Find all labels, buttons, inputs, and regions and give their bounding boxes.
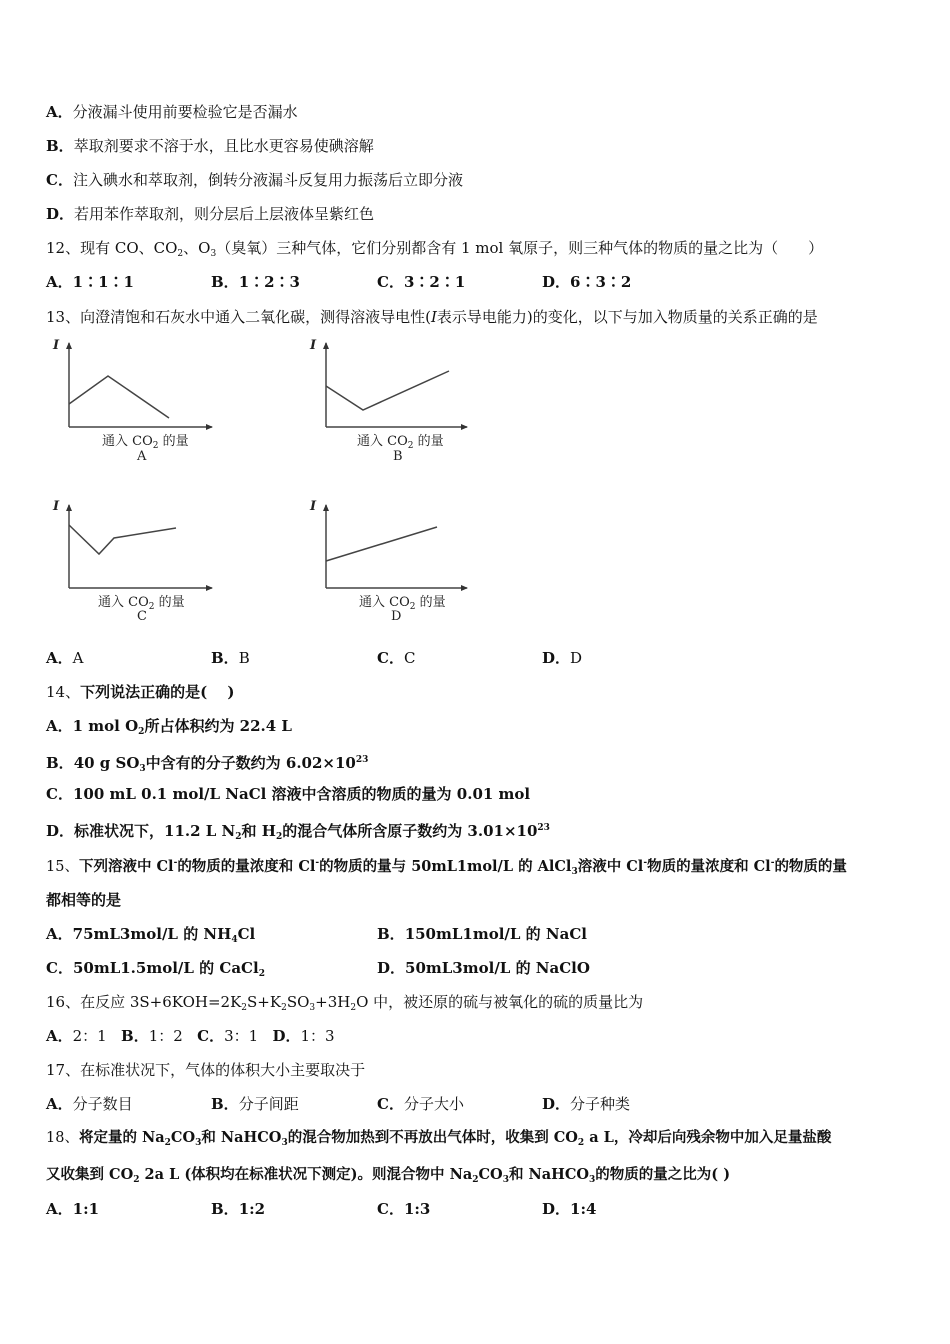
option-text: 分子种类 [570, 1095, 631, 1113]
q13-option-a [46, 648, 83, 668]
subscript: 3 [309, 1003, 316, 1013]
graph-c-ylabel: I [53, 499, 60, 514]
q15-option-a [46, 924, 255, 950]
subscript: 2 [409, 602, 416, 612]
curve-c [69, 525, 176, 554]
option-key: A． [46, 103, 73, 121]
option-text: 50mL1.5mol/L 的 CaCl [72, 959, 259, 977]
q18-option-c [377, 1199, 430, 1219]
q16-options [46, 1026, 335, 1046]
subscript: 3 [571, 867, 578, 877]
stem-text: 物质的量浓度和 Cl [647, 858, 771, 875]
stem-text: 和 NaHCO [508, 1166, 590, 1183]
q13-option-d [542, 648, 582, 668]
option-key: B． [211, 1200, 239, 1218]
option-key: A． [46, 925, 73, 943]
subscript: 2 [152, 441, 159, 451]
option-key: C． [377, 649, 404, 667]
q17-option-a [46, 1094, 133, 1114]
option-text: 40 g SO [73, 754, 140, 772]
subscript: 2 [138, 727, 145, 737]
subscript: 2 [177, 249, 184, 259]
subscript: 3 [502, 1175, 509, 1185]
option-text: 1 mol O [72, 717, 139, 735]
option-text: 150mL1mol/L 的 NaCl [404, 925, 587, 943]
option-text: 1:1 [72, 1200, 100, 1218]
q13-option-c [377, 648, 415, 668]
option-text: 75mL3mol/L 的 NH [72, 925, 232, 943]
option-key: A． [46, 717, 73, 735]
stem-text: SO [286, 993, 310, 1011]
option-key: C． [46, 959, 73, 977]
curve-d [326, 527, 437, 561]
subscript: 2 [577, 1138, 585, 1148]
stem-text: O 中，被还原的硫与被氧化的硫的质量比为 [356, 993, 644, 1011]
superscript: 23 [355, 755, 369, 765]
q17-option-b [211, 1094, 299, 1114]
option-key: C． [197, 1027, 225, 1045]
xlabel-text: 的量 [415, 595, 446, 610]
graph-d-xlabel [359, 591, 446, 612]
q14-option-d [46, 818, 550, 847]
question-number: 16、 [46, 993, 81, 1011]
graph-c-letter: C [137, 609, 147, 624]
xlabel-text: 的量 [413, 434, 444, 449]
curve-a [69, 376, 169, 418]
option-key: D． [377, 959, 406, 977]
q17-option-c [377, 1094, 464, 1114]
superscript: - [315, 858, 320, 868]
q15-stem-line2: 都相等的是 [46, 891, 122, 909]
option-key: B． [211, 273, 239, 291]
stem-text: 的混合物加热到不再放出气体时，收集到 CO [287, 1129, 578, 1146]
option-text: 分子大小 [403, 1095, 464, 1113]
stem-text: a L，冷却后向残余物中加入足量盐酸 [584, 1129, 832, 1146]
stem-text: 的物质的量 [774, 858, 847, 875]
stem-text: +3H [315, 993, 351, 1011]
stem-text: 下列说法正确的是( ) [80, 683, 235, 701]
stem-text: 在反应 3S+6KOH=2K [80, 993, 242, 1011]
option-text: B [238, 649, 250, 667]
graph-b-letter: B [393, 449, 403, 464]
superscript: - [770, 858, 775, 868]
option-key: D． [542, 1200, 571, 1218]
option-key: B． [46, 754, 74, 772]
option-key: A． [46, 649, 73, 667]
option-text: C [403, 649, 416, 667]
option-text: 所占体积约为 22.4 L [144, 717, 292, 735]
q17-option-d [542, 1094, 630, 1114]
option-key: D． [542, 273, 571, 291]
option-key: C． [377, 273, 404, 291]
stem-text: 在标准状况下，气体的体积大小主要取决于 [80, 1061, 366, 1079]
option-key: C． [46, 171, 73, 189]
q14-option-c [46, 784, 530, 804]
xlabel-text: 通入 CO [359, 595, 410, 610]
option-key: A． [46, 1027, 73, 1045]
option-text: 分子数目 [72, 1095, 133, 1113]
superscript: - [173, 858, 178, 868]
option-text: 3：1 [224, 1027, 259, 1045]
option-text: 6∶3∶2 [570, 273, 632, 291]
stem-text: 和 NaHCO [201, 1129, 282, 1146]
option-text: 中含有的分子数约为 6.02×10 [145, 754, 356, 772]
option-key: C． [377, 1095, 404, 1113]
subscript: 3 [210, 249, 217, 259]
superscript: 23 [537, 823, 550, 833]
stem-text: 又收集到 CO [46, 1166, 134, 1183]
subscript: 2 [241, 1003, 248, 1013]
option-key: C． [46, 785, 73, 803]
q18-option-d [542, 1199, 596, 1219]
graph-b-ylabel: I [310, 338, 317, 353]
option-text: 2：1 [72, 1027, 107, 1045]
option-key: D． [46, 205, 75, 223]
xlabel-text: 的量 [158, 434, 189, 449]
xlabel-text: 的量 [154, 595, 185, 610]
graph-b [326, 343, 467, 427]
question-number: 14、 [46, 683, 81, 701]
graph-a-ylabel: I [53, 338, 60, 353]
subscript: 2 [133, 1175, 140, 1185]
option-key: D． [542, 649, 571, 667]
option-text: 注入碘水和萃取剂，倒转分液漏斗反复用力振荡后立即分液 [72, 171, 463, 189]
graph-a [69, 343, 212, 427]
xlabel-text: 通入 CO [102, 434, 153, 449]
question-number: 15、 [46, 859, 79, 875]
stem-text: 的物质的量之比为( ) [595, 1166, 731, 1183]
stem-text: 2a L (体积均在标准状况下测定)。则混合物中 Na [139, 1166, 473, 1183]
q17-stem [46, 1060, 365, 1080]
stem-text: CO [170, 1129, 196, 1146]
graph-d-letter: D [391, 609, 402, 624]
option-key: C． [377, 1200, 404, 1218]
question-number: 17、 [46, 1061, 81, 1079]
option-text: 1∶2∶3 [238, 273, 300, 291]
option-text: 的混合气体所含原子数约为 3.01×10 [282, 822, 538, 840]
option-key: A． [46, 1200, 73, 1218]
option-text: 3∶2∶1 [403, 273, 466, 291]
q15-stem-line1 [46, 853, 847, 882]
subscript: 2 [350, 1003, 357, 1013]
subscript: 2 [281, 1003, 287, 1013]
stem-text: 、O [183, 239, 211, 257]
graph-d [326, 505, 467, 588]
option-text: 1:4 [570, 1200, 597, 1218]
option-text: 1∶1∶1 [72, 273, 134, 291]
option-text: 1：3 [300, 1027, 335, 1045]
option-key: B． [211, 649, 239, 667]
option-text: Cl [237, 925, 256, 943]
xlabel-text: 通入 CO [98, 595, 149, 610]
option-key: B． [377, 925, 405, 943]
subscript: 4 [231, 935, 238, 945]
option-key: A． [46, 1095, 73, 1113]
stem-text: CO [478, 1166, 503, 1183]
option-text: 萃取剂要求不溶于水，且比水更容易使碘溶解 [73, 137, 374, 155]
q18-stem-line1 [46, 1128, 831, 1153]
option-key: B． [46, 137, 74, 155]
graph-c [69, 505, 212, 588]
q18-option-a [46, 1199, 99, 1219]
q14-option-a [46, 716, 292, 742]
option-key: D． [272, 1027, 301, 1045]
graph-b-xlabel [357, 430, 444, 451]
stem-text: 溶液中 Cl [577, 858, 644, 875]
option-text: 100 mL 0.1 mol/L NaCl 溶液中含溶质的物质的量为 0.01 mol [72, 785, 531, 803]
subscript: 2 [235, 832, 242, 842]
q18-stem-line2 [46, 1165, 730, 1190]
stem-text: 表示导电能力)的变化，以下与加入物质量的关系正确的是 [436, 308, 818, 326]
option-key: B． [121, 1027, 149, 1045]
stem-text: （臭氧）三种气体，它们分别都含有 1 mol 氧原子，则三种气体的物质的量之比为（ ） [216, 239, 824, 257]
stem-text: 的物质的量浓度和 Cl [177, 858, 316, 875]
option-text: 若用苯作萃取剂，则分层后上层液体呈紫红色 [74, 205, 375, 223]
stem-text: 将定量的 Na [78, 1129, 165, 1146]
subscript: 2 [164, 1138, 171, 1148]
q15-option-d [377, 958, 590, 978]
option-text: 1:2 [238, 1200, 266, 1218]
q14-stem [46, 682, 235, 702]
q13-option-b [211, 648, 250, 668]
subscript: 3 [589, 1175, 596, 1185]
option-text: 标准状况下，11.2 L N [74, 822, 236, 840]
option-text: 1:3 [403, 1200, 431, 1218]
option-text: 1：2 [148, 1027, 183, 1045]
stem-text: S+K [247, 993, 282, 1011]
stem-italic-i: I [430, 308, 437, 326]
graph-a-xlabel [102, 430, 189, 451]
option-text: 分液漏斗使用前要检验它是否漏水 [72, 103, 298, 121]
q18-option-b [211, 1199, 265, 1219]
q15-option-c [46, 958, 265, 984]
option-key: D． [46, 822, 75, 840]
subscript: 2 [275, 832, 283, 842]
stem-text: 下列溶液中 Cl [78, 858, 174, 875]
superscript: - [643, 858, 648, 868]
question-number: 13、 [46, 308, 81, 326]
curve-b [326, 371, 449, 410]
subscript: 3 [139, 764, 146, 774]
option-key: D． [542, 1095, 571, 1113]
option-text: 50mL3mol/L 的 NaClO [405, 959, 590, 977]
question-number: 18、 [46, 1130, 79, 1146]
subscript: 3 [281, 1138, 288, 1148]
q14-option-b [46, 750, 368, 779]
option-text: D [570, 649, 583, 667]
subscript: 2 [148, 602, 155, 612]
q13-graphs [0, 0, 950, 640]
option-text: A [72, 649, 84, 667]
graph-d-ylabel: I [310, 499, 317, 514]
q15-option-b [377, 924, 587, 944]
subscript: 3 [195, 1138, 202, 1148]
q16-stem [46, 992, 643, 1018]
option-key: A． [46, 273, 73, 291]
option-text: 和 H [241, 822, 276, 840]
subscript: 2 [472, 1175, 479, 1185]
question-number: 12、 [46, 239, 81, 257]
stem-text: 的物质的量与 50mL1mol/L 的 AlCl [319, 858, 572, 875]
stem-text: 现有 CO、CO [80, 239, 178, 257]
graph-a-letter: A [137, 449, 147, 464]
option-text: 分子间距 [238, 1095, 299, 1113]
subscript: 2 [407, 441, 414, 451]
option-key: B． [211, 1095, 239, 1113]
xlabel-text: 通入 CO [357, 434, 408, 449]
subscript: 2 [258, 969, 265, 979]
stem-text: 向澄清饱和石灰水中通入二氧化碳，测得溶液导电性( [80, 308, 431, 326]
